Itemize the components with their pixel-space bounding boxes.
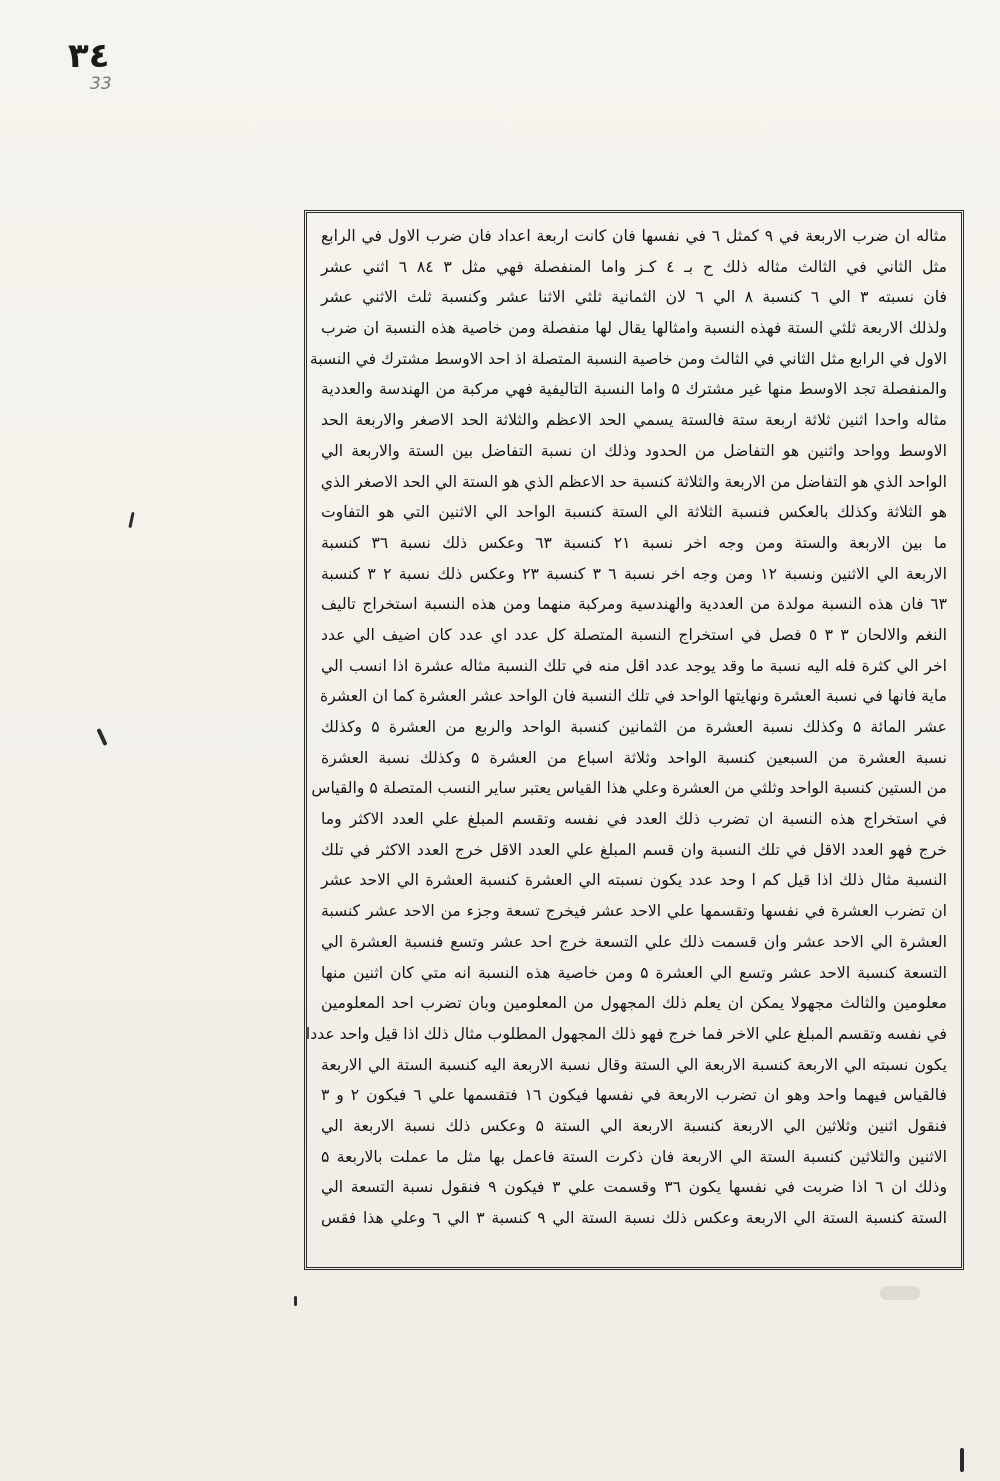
ink-mark [128, 512, 134, 528]
folio-number-arabic: ٣٤ [68, 36, 110, 76]
text-line: وذلك ان ٦ اذا ضربت في نفسها يكون ٣٦ وقسمت علي ٣ فيكون ٩ فنقول نسبة التسعة الي [321, 1178, 947, 1197]
text-line: معلومين والثالث مجهولا يمكن ان يعلم ذلك المجهول من المعلومين وبان تضرب احد المعلومين [321, 994, 947, 1013]
text-line: الاثنين والثلاثين كنسبة الستة الي الاربعة فان ذكرت الستة فاعمل بها مثل ما عملت بالاربعة ۵ [321, 1147, 947, 1166]
text-line: فان نسبته ٣ الي ٦ كنسبة ٨ الي ٦ لان الثمانية ثلثي الاثنا عشر وكنسبة ثلث الاثني عشر [321, 288, 947, 307]
text-line: الاوسط وواحد واثنين هو التفاضل من الحدود وذلك ان نسبة التفاضل بين الستة والاربعة الي [321, 441, 947, 460]
text-line: ٦٣ فان هذه النسبة مولدة من العددية والهندسية ومركبة منهما ومن هذه النسبة استخراج تاليف [321, 595, 947, 614]
text-line: هو الثلاثة وكذلك بالعكس فنسبة الثلاثة الي الستة كنسبة الواحد الي الاثنين التي هو التفاوت [321, 503, 947, 522]
manuscript-text [305, 221, 948, 1234]
text-line: فالقياس فيهما واحد وهو ان تضرب الاربعة في نفسها فيكون ١٦ فتقسمها علي ٦ فيكون ٢ و ٣ [321, 1086, 947, 1105]
text-line: عشر المائة ۵ وكذلك نسبة العشرة من الثمانين كنسبة الواحد والربع من العشرة ۵ وكذلك [321, 718, 947, 736]
ink-mark [960, 1448, 964, 1472]
text-line: يكون نسبته الي الاربعة كنسبة الاربعة الي الستة وقال نسبة الاربعة اليه كنسبة الستة الي الاربعة [321, 1055, 947, 1074]
text-line: مثاله ان ضرب الاربعة في ٩ كمثل ٦ في نفسها فان كانت اربعة اعداد فان ضرب الاول في الرابع [321, 227, 947, 245]
text-line: الاربعة الي الاثنين ونسبة ١٢ ومن وجه اخر نسبة ٦ ٣ كنسبة ٢٣ وعكس ذلك نسبة ٢ ٣ كنسبة [321, 564, 947, 583]
text-line: التسعة كنسبة الاحد عشر وتسع الي العشرة ۵ ومن خاصية هذه النسبة انه متي كان اثنين منها [321, 963, 947, 982]
paper-stain [880, 1286, 920, 1300]
text-line: الستة كنسبة الستة الي الاربعة وعكس ذلك نسبة الستة الي ٩ كنسبة ٣ الي ٦ وعلي هذا فقس [321, 1209, 947, 1227]
text-line: فنقول اثنين وثلاثين الي الاربعة كنسبة الاربعة الي الستة ۵ وعكس ذلك نسبة الاربعة الي [321, 1116, 947, 1135]
text-line: مثل الثاني في الثالث مثاله ذلك ح بـ ٤ كـز واما المنفصلة فهي مثل ٣ ٨٤ ٦ اثني عشر [321, 257, 947, 276]
text-line: العشرة الي الاحد عشر وان قسمت ذلك علي التسعة خرج احد عشر وتسع فنسبة العشرة الي [321, 932, 947, 951]
text-line: في نفسه وتقسم المبلغ علي الاخر فما خرج فهو ذلك المجهول المطلوب مثال ذلك اذا قيل واحد عددا [305, 1024, 947, 1043]
text-line: ان تضرب العشرة في نفسها وتقسمها علي الاحد عشر فيخرج تسعة وجزء من الاحد عشر كنسبة [321, 902, 947, 921]
text-line: النغم والالحان ٣ ٣ ٥ فصل في استخراج النسبة المتصلة كل عدد اي عدد كان اضيف الي عدد [321, 625, 947, 644]
text-line: النسبة مثال ذلك اذا قيل كم ا وحد عدد يكون نسبته الي العشرة كنسبة العشرة الي الاحد عشر [321, 871, 947, 890]
folio-number-latin: 33 [90, 74, 112, 94]
text-line: خرج فهو العدد الاقل في تلك النسبة وان قسم المبلغ علي العدد الاقل خرج العدد الاكثر في تلك [321, 840, 947, 859]
text-line: ماية فانها في نسبة العشرة ونهايتها الواحد في تلك النسبة فان الواحد عشر العشرة كما ان العشرة [320, 687, 947, 706]
ink-mark [294, 1296, 297, 1306]
text-line: الواحد الذي هو التفاضل من الاربعة والثلاثة كنسبة حد الاعظم الذي هو الستة الي الحد الاصغر الذي [320, 472, 947, 491]
text-line: من الستين كنسبة الواحد وثلثي من العشرة وعلي هذا القياس يعتبر ساير النسب المتصلة ۵ والقياس [311, 779, 947, 798]
text-line: الاول في الرابع مثل الثاني في الثالث ومن خاصية النسبة المتصلة اذ احد الاوسط مشترك في النسبة [309, 349, 947, 368]
text-frame [304, 210, 964, 1270]
text-line: ولذلك الاربعة ثلثي الستة فهذه النسبة وامثالها يقال لها منفصلة ومن خاصية هذه النسبة ان ضرب [321, 319, 947, 338]
text-line: نسبة العشرة من السبعين كنسبة الواحد وثلاثة اسباع من العشرة ۵ وكذلك نسبة العشرة [321, 748, 948, 767]
text-line: ما بين الاربعة والستة ومن وجه اخر نسبة ٢١ كنسبة ٦٣ وعكس ذلك نسبة ٣٦ كنسبة [321, 533, 947, 552]
text-line: في استخراج هذه النسبة ان تضرب ذلك العدد في نفسه وتقسم المبلغ علي العدد الاكثر وما [321, 810, 947, 829]
text-line: والمنفصلة تجد الاوسط منها غير مشترك ۵ واما النسبة التاليفية فهي مركبة من الهندسة والعددية [321, 380, 947, 399]
text-line: مثاله واحدا اثنين ثلاثة اربعة ستة فالستة يسمي الحد الاعظم والثلاثة الحد الاصغر والاربعة الحد [321, 411, 947, 430]
text-line: اخر الي كثرة فله اليه نسبة ما وقد يوجد عدد اقل منه في تلك النسبة مثاله عشرة اذا انسب الي [321, 656, 947, 675]
ink-mark [96, 728, 107, 746]
